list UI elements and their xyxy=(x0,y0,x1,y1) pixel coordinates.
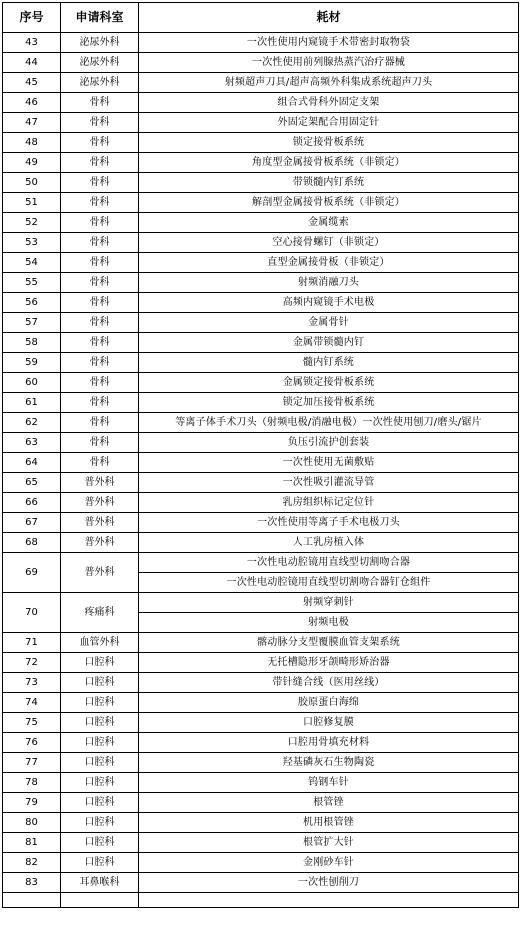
cell-material: 射频电极 xyxy=(139,613,519,633)
cell-department: 耳鼻喉科 xyxy=(61,873,139,893)
cell-index: 45 xyxy=(3,73,61,93)
cell-material: 带锁髓内钉系统 xyxy=(139,173,519,193)
cell-material: 金属锁定接骨板系统 xyxy=(139,373,519,393)
header-material: 耗材 xyxy=(139,3,519,33)
table-row xyxy=(3,313,519,333)
cell-material: 一次性吸引灌流导管 xyxy=(139,473,519,493)
table-row xyxy=(3,113,519,133)
cell-index: 77 xyxy=(3,753,61,773)
cell-department: 骨科 xyxy=(61,313,139,333)
table-row xyxy=(3,33,519,53)
table-row xyxy=(3,433,519,453)
cell-index: 81 xyxy=(3,833,61,853)
cell-index: 68 xyxy=(3,533,61,553)
cell-department: 口腔科 xyxy=(61,653,139,673)
cell-material: 一次性电动腔镜用直线型切割吻合器钉仓组件 xyxy=(139,573,519,593)
cell-index: 70 xyxy=(3,593,61,633)
table-row xyxy=(3,773,519,793)
cell-material: 人工乳房植入体 xyxy=(139,533,519,553)
cell-department: 普外科 xyxy=(61,553,139,593)
cell-department: 骨科 xyxy=(61,413,139,433)
table-row xyxy=(3,753,519,773)
header-department: 申请科室 xyxy=(61,3,139,33)
cell-index: 49 xyxy=(3,153,61,173)
cell-material: 无托槽隐形牙颌畸形矫治器 xyxy=(139,653,519,673)
cell-material: 羟基磷灰石生物陶瓷 xyxy=(139,753,519,773)
cell-index: 53 xyxy=(3,233,61,253)
cell-department: 泌尿外科 xyxy=(61,53,139,73)
cell-index: 59 xyxy=(3,353,61,373)
empty-row xyxy=(3,893,519,908)
cell-material: 带针缝合线（医用丝线） xyxy=(139,673,519,693)
cell-index: 57 xyxy=(3,313,61,333)
cell-material: 等离子体手术刀头（射频电极/消融电极）一次性使用刨刀/磨头/锯片 xyxy=(139,413,519,433)
table-row xyxy=(3,353,519,373)
cell-department: 骨科 xyxy=(61,333,139,353)
cell-department: 骨科 xyxy=(61,93,139,113)
header-index: 序号 xyxy=(3,3,61,33)
cell-index: 54 xyxy=(3,253,61,273)
cell-department: 骨科 xyxy=(61,273,139,293)
cell-material: 锁定加压接骨板系统 xyxy=(139,393,519,413)
table-row xyxy=(3,673,519,693)
table-row xyxy=(3,233,519,253)
cell-index: 56 xyxy=(3,293,61,313)
cell-index: 63 xyxy=(3,433,61,453)
cell-index: 55 xyxy=(3,273,61,293)
cell-department: 口腔科 xyxy=(61,813,139,833)
table-row xyxy=(3,553,519,573)
cell-material: 金属缆索 xyxy=(139,213,519,233)
table-row xyxy=(3,693,519,713)
cell-department: 口腔科 xyxy=(61,733,139,753)
cell-material: 一次性使用无菌敷贴 xyxy=(139,453,519,473)
cell-department: 普外科 xyxy=(61,513,139,533)
cell-index: 58 xyxy=(3,333,61,353)
cell-index: 73 xyxy=(3,673,61,693)
cell-index: 64 xyxy=(3,453,61,473)
cell-material: 解剖型金属接骨板系统（非锁定） xyxy=(139,193,519,213)
cell-material: 口腔用骨填充材料 xyxy=(139,733,519,753)
cell-index: 44 xyxy=(3,53,61,73)
cell-material: 射频穿刺针 xyxy=(139,593,519,613)
cell-index: 51 xyxy=(3,193,61,213)
table-body xyxy=(3,33,519,908)
cell-department: 泌尿外科 xyxy=(61,73,139,93)
cell-index: 67 xyxy=(3,513,61,533)
cell-material: 射频超声刀具/超声高频外科集成系统超声刀头 xyxy=(139,73,519,93)
empty-cell xyxy=(61,893,139,908)
cell-department: 普外科 xyxy=(61,533,139,553)
table-row xyxy=(3,373,519,393)
cell-index: 66 xyxy=(3,493,61,513)
table-row xyxy=(3,793,519,813)
cell-index: 43 xyxy=(3,33,61,53)
table-row xyxy=(3,653,519,673)
cell-material: 胶原蛋白海绵 xyxy=(139,693,519,713)
cell-department: 口腔科 xyxy=(61,833,139,853)
table-row xyxy=(3,713,519,733)
cell-material: 金属骨针 xyxy=(139,313,519,333)
cell-index: 61 xyxy=(3,393,61,413)
table-row xyxy=(3,393,519,413)
cell-material: 外固定架配合用固定针 xyxy=(139,113,519,133)
table-row xyxy=(3,73,519,93)
table-row xyxy=(3,133,519,153)
cell-department: 骨科 xyxy=(61,113,139,133)
table-row xyxy=(3,813,519,833)
cell-department: 普外科 xyxy=(61,473,139,493)
table-row xyxy=(3,593,519,613)
cell-department: 骨科 xyxy=(61,393,139,413)
cell-material: 口腔修复膜 xyxy=(139,713,519,733)
empty-cell xyxy=(139,893,519,908)
cell-material: 髂动脉分支型覆膜血管支架系统 xyxy=(139,633,519,653)
cell-material: 根管锉 xyxy=(139,793,519,813)
table-row xyxy=(3,493,519,513)
cell-material: 一次性使用内窥镜手术带密封取物袋 xyxy=(139,33,519,53)
table-row xyxy=(3,833,519,853)
cell-material: 高频内窥镜手术电极 xyxy=(139,293,519,313)
table-row xyxy=(3,53,519,73)
cell-department: 骨科 xyxy=(61,133,139,153)
table-row xyxy=(3,873,519,893)
cell-material: 金属带锁髓内钉 xyxy=(139,333,519,353)
cell-department: 骨科 xyxy=(61,213,139,233)
cell-material: 射频消融刀头 xyxy=(139,273,519,293)
cell-department: 骨科 xyxy=(61,253,139,273)
consumables-table xyxy=(2,2,519,908)
cell-department: 骨科 xyxy=(61,353,139,373)
cell-material: 负压引流护创套装 xyxy=(139,433,519,453)
cell-material: 直型金属接骨板（非锁定） xyxy=(139,253,519,273)
cell-material: 锁定接骨板系统 xyxy=(139,133,519,153)
cell-department: 骨科 xyxy=(61,453,139,473)
cell-index: 74 xyxy=(3,693,61,713)
cell-material: 乳房组织标记定位针 xyxy=(139,493,519,513)
cell-material: 机用根管锉 xyxy=(139,813,519,833)
cell-index: 80 xyxy=(3,813,61,833)
cell-index: 76 xyxy=(3,733,61,753)
cell-material: 一次性刨削刀 xyxy=(139,873,519,893)
cell-index: 72 xyxy=(3,653,61,673)
cell-department: 口腔科 xyxy=(61,693,139,713)
table-row xyxy=(3,533,519,553)
cell-index: 71 xyxy=(3,633,61,653)
cell-index: 50 xyxy=(3,173,61,193)
cell-department: 骨科 xyxy=(61,433,139,453)
cell-department: 骨科 xyxy=(61,153,139,173)
table-row xyxy=(3,213,519,233)
table-row xyxy=(3,333,519,353)
table-row xyxy=(3,633,519,653)
table-row xyxy=(3,513,519,533)
table-row xyxy=(3,733,519,753)
cell-department: 疼痛科 xyxy=(61,593,139,633)
table-row xyxy=(3,453,519,473)
cell-index: 60 xyxy=(3,373,61,393)
table-row xyxy=(3,853,519,873)
cell-index: 46 xyxy=(3,93,61,113)
cell-material: 一次性使用等离子手术电极刀头 xyxy=(139,513,519,533)
cell-department: 泌尿外科 xyxy=(61,33,139,53)
header-row xyxy=(3,3,519,33)
cell-index: 69 xyxy=(3,553,61,593)
empty-cell xyxy=(3,893,61,908)
cell-index: 83 xyxy=(3,873,61,893)
cell-department: 口腔科 xyxy=(61,853,139,873)
cell-index: 75 xyxy=(3,713,61,733)
cell-material: 髓内钉系统 xyxy=(139,353,519,373)
cell-department: 骨科 xyxy=(61,233,139,253)
table-row xyxy=(3,413,519,433)
cell-department: 口腔科 xyxy=(61,713,139,733)
table-row xyxy=(3,473,519,493)
cell-index: 62 xyxy=(3,413,61,433)
cell-material: 空心接骨螺钉（非锁定） xyxy=(139,233,519,253)
table-row xyxy=(3,93,519,113)
cell-index: 47 xyxy=(3,113,61,133)
cell-material: 角度型金属接骨板系统（非锁定） xyxy=(139,153,519,173)
cell-index: 82 xyxy=(3,853,61,873)
cell-department: 普外科 xyxy=(61,493,139,513)
table-row xyxy=(3,273,519,293)
table-row xyxy=(3,153,519,173)
cell-department: 口腔科 xyxy=(61,793,139,813)
cell-department: 口腔科 xyxy=(61,773,139,793)
cell-material: 一次性电动腔镜用直线型切割吻合器 xyxy=(139,553,519,573)
cell-department: 骨科 xyxy=(61,373,139,393)
cell-department: 口腔科 xyxy=(61,753,139,773)
cell-material: 组合式骨科外固定支架 xyxy=(139,93,519,113)
cell-department: 血管外科 xyxy=(61,633,139,653)
table-row xyxy=(3,193,519,213)
cell-index: 52 xyxy=(3,213,61,233)
table-row xyxy=(3,293,519,313)
cell-material: 钨钢车针 xyxy=(139,773,519,793)
cell-department: 骨科 xyxy=(61,173,139,193)
cell-department: 骨科 xyxy=(61,293,139,313)
cell-index: 65 xyxy=(3,473,61,493)
cell-material: 根管扩大针 xyxy=(139,833,519,853)
cell-department: 骨科 xyxy=(61,193,139,213)
cell-material: 一次性使用前列腺热蒸汽治疗器械 xyxy=(139,53,519,73)
cell-index: 78 xyxy=(3,773,61,793)
cell-material: 金刚砂车针 xyxy=(139,853,519,873)
table-row xyxy=(3,253,519,273)
cell-department: 口腔科 xyxy=(61,673,139,693)
cell-index: 79 xyxy=(3,793,61,813)
table-row xyxy=(3,173,519,193)
cell-index: 48 xyxy=(3,133,61,153)
